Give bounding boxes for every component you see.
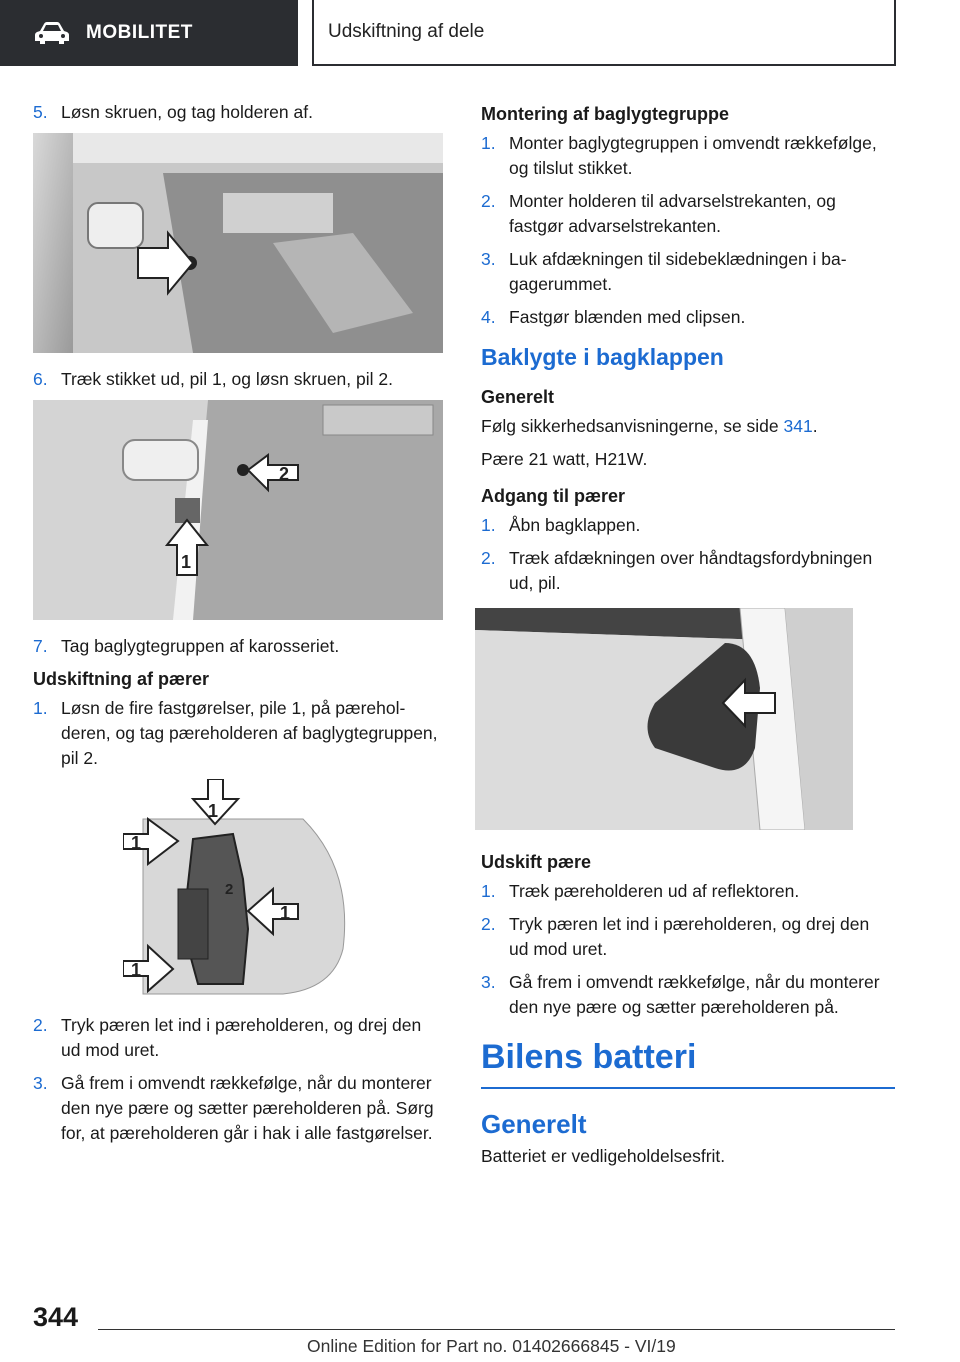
figure-bulb-holder — [123, 779, 353, 999]
footer-edition: Online Edition for Part no. 01402666845 - VI/19 — [307, 1336, 676, 1356]
battery-rule — [481, 1087, 895, 1089]
section-title: Udskiftning af dele — [328, 21, 485, 42]
bulb-step-2: 2. Tryk pæren let ind i pæreholderen, og drej den ud mod uret. — [33, 1015, 422, 1060]
mount-step-1: 1. Monter baglygtegruppen i omvendt rækkefølge, og tilslut stikket. — [481, 133, 877, 178]
tailgate-heading: Baklygte i bagklappen — [481, 344, 724, 370]
figure-plug — [33, 400, 443, 620]
chapter-tab[interactable] — [0, 0, 298, 66]
fig3-label-top: 1 — [208, 801, 219, 821]
access-heading: Adgang til pærer — [481, 486, 626, 506]
page-number: 344 — [33, 1302, 79, 1332]
left-column — [33, 100, 445, 1154]
mount-heading: Montering af baglygtegruppe — [481, 104, 730, 124]
replace-step-3: 3. Gå frem i omvendt rækkefølge, når du monterer den nye pære og sætter pæreholderen på. — [481, 972, 880, 1017]
figure-holder — [33, 133, 443, 353]
replace-heading: Udskift pære — [481, 852, 592, 872]
right-column — [481, 100, 893, 1177]
bulb-spec: Pære 21 watt, H21W. — [481, 449, 648, 469]
step-6: 6. Træk stikket ud, pil 1, og løsn skruen, pil 2. — [33, 369, 393, 389]
bulb-step-3: 3. Gå frem i omvendt rækkefølge, når du monterer den nye pære og sætter pæreholderen på. Sørg for, at pæreholderen går i hak i alle fastgørelser. — [33, 1073, 434, 1143]
battery-text: Batteriet er vedligeholdelsesfrit. — [481, 1146, 726, 1166]
access-step-2: 2. Træk afdækningen over håndtagsfordybningen ud, pil. — [481, 548, 873, 593]
chapter-title: MOBILITET — [86, 22, 193, 43]
section-tab — [312, 0, 896, 66]
fig3-label-left: 1 — [131, 833, 142, 853]
bulb-replace-heading: Udskiftning af pærer — [33, 669, 210, 689]
page-link-341[interactable]: 341 — [783, 416, 813, 436]
step-7: 7. Tag baglygtegruppen af karosseriet. — [33, 636, 340, 656]
car-icon — [34, 21, 70, 45]
footer-rule — [98, 1329, 895, 1330]
replace-step-1: 1. Træk pæreholderen ud af reflektoren. — [481, 881, 800, 901]
mount-step-4: 4. Fastgør blænden med clipsen. — [481, 307, 746, 327]
fig3-label-2: 2 — [225, 881, 234, 898]
mount-step-3: 3. Luk afdækningen til sidebeklædningen i bagagerummet. — [481, 249, 847, 294]
battery-heading: Bilens batteri — [481, 1038, 697, 1076]
step-5: 5. Løsn skruen, og tag holderen af. — [33, 102, 313, 122]
fig2-label-2: 2 — [279, 464, 290, 484]
general-heading: Generelt — [481, 387, 555, 407]
page-header — [0, 0, 960, 66]
access-step-1: 1. Åbn bagklappen. — [481, 515, 641, 535]
fig3-label-bottom: 1 — [131, 960, 142, 980]
replace-step-2: 2. Tryk pæren let ind i pæreholderen, og drej den ud mod uret. — [481, 914, 870, 959]
bulb-step-1: 1. Løsn de fire fastgørelser, pile 1, på pæreholderen, og tag pæreholderen af baglygtegruppen, pil 2. — [33, 698, 438, 768]
fig2-label-1: 1 — [181, 552, 192, 572]
safety-text: Følg sikkerhedsanvisningerne, se side 341. — [481, 416, 818, 436]
figure-handle-cover — [475, 608, 853, 830]
battery-general-heading: Generelt — [481, 1109, 587, 1139]
mount-step-2: 2. Monter holderen til advarselstrekanten, og fastgør advarselstrekanten. — [481, 191, 836, 236]
fig3-label-right: 1 — [280, 903, 291, 923]
